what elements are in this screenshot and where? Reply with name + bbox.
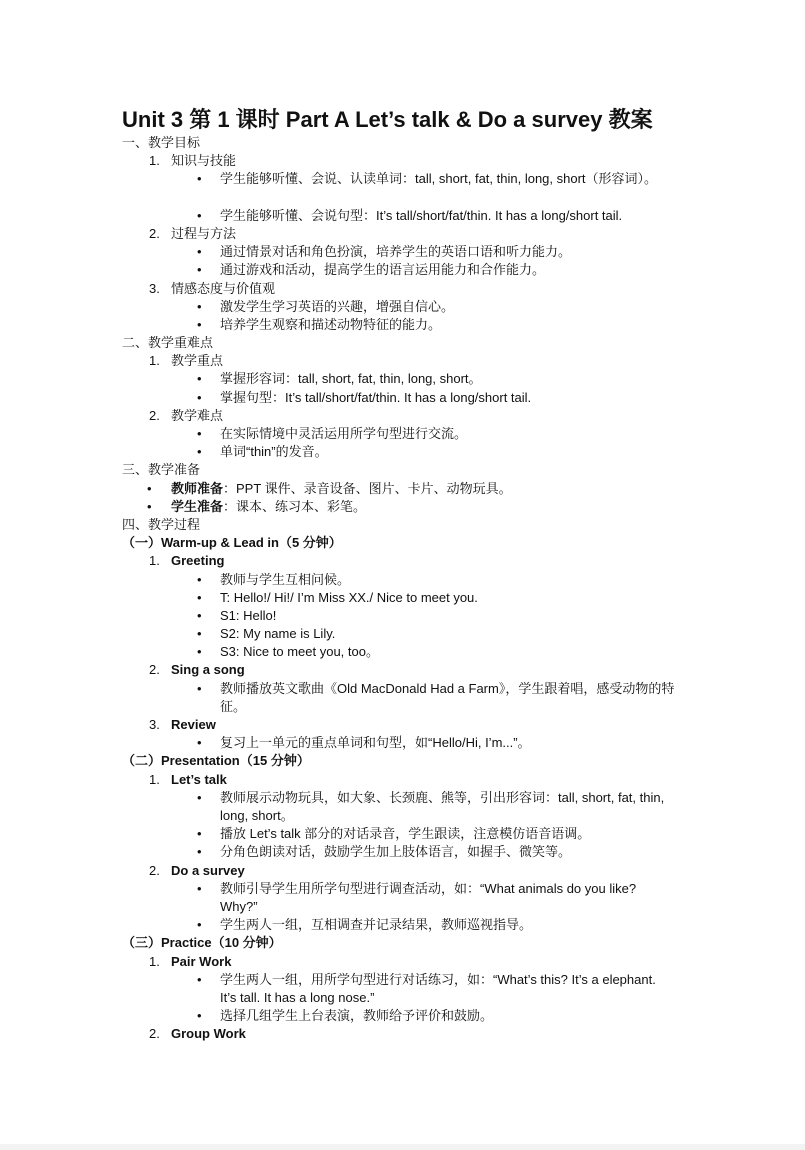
bullet-text: 复习上一单元的重点单词和句型，如“Hello/Hi, I’m...”。 [220, 735, 531, 751]
phase-heading: （三）Practice（10 分钟） [122, 935, 282, 951]
bullet-icon: • [197, 571, 202, 587]
bullet-icon: • [197, 262, 202, 278]
prep-text: ：课本、练习本、彩笔。 [223, 498, 367, 514]
item-number: 1. [149, 353, 160, 369]
section-heading: 二、教学重难点 [122, 335, 214, 351]
list-item [0, 789, 805, 825]
bullet-icon: • [197, 171, 202, 187]
list-item [0, 316, 805, 334]
section-heading: 四、教学过程 [122, 516, 201, 532]
bullet-text: S1: Hello! [220, 607, 277, 623]
list-item [0, 571, 805, 589]
bullet-icon: • [197, 298, 202, 314]
item-heading: Greeting [171, 553, 225, 569]
list-item [0, 953, 805, 971]
list-item [0, 771, 805, 789]
item-heading: 教学难点 [171, 407, 224, 423]
list-item [0, 443, 805, 461]
item-number: 2. [149, 862, 160, 878]
list-item [0, 352, 805, 370]
item-number: 1. [149, 953, 160, 969]
bullet-icon: • [197, 880, 202, 896]
item-number: 2. [149, 1026, 160, 1042]
bullet-icon: • [197, 444, 202, 460]
bullet-icon: • [197, 826, 202, 842]
bullet-icon: • [147, 480, 152, 496]
list-item [0, 589, 805, 607]
list-item [0, 425, 805, 443]
bullet-icon: • [197, 971, 202, 987]
list-item [0, 1025, 805, 1043]
bullet-icon: • [197, 316, 202, 332]
bullet-text: 通过游戏和活动，提高学生的语言运用能力和合作能力。 [220, 262, 546, 278]
item-heading: Pair Work [171, 953, 232, 969]
bullet-text: S2: My name is Lily. [220, 626, 336, 642]
item-number: 3. [149, 717, 160, 733]
prep-label: 学生准备 [171, 498, 224, 514]
bullet-text: 选择几组学生上台表演，教师给予评价和鼓励。 [220, 1008, 494, 1024]
list-item [0, 734, 805, 752]
bullet-icon: • [197, 917, 202, 933]
bullet-text: S3: Nice to meet you, too。 [220, 644, 379, 660]
bullet-icon: • [197, 680, 202, 696]
bullet-text: 学生能够听懂、会说、认读单词：tall, short, fat, thin, long, short（形容词）。 [220, 171, 658, 187]
item-heading: Review [171, 717, 216, 733]
prep-label: 教师准备 [171, 480, 224, 496]
bullet-text: 掌握形容词：tall, short, fat, thin, long, short。 [220, 371, 482, 387]
item-heading: 情感态度与价值观 [171, 280, 276, 296]
list-item [0, 843, 805, 861]
bullet-icon: • [197, 426, 202, 442]
list-item [0, 170, 805, 206]
item-heading: Group Work [171, 1026, 246, 1042]
list-item [0, 261, 805, 279]
list-item [0, 916, 805, 934]
list-item [0, 680, 805, 716]
list-item [0, 280, 805, 298]
list-item [0, 862, 805, 880]
list-item [0, 298, 805, 316]
bullet-icon: • [197, 626, 202, 642]
bullet-text: T: Hello!/ Hi!/ I’m Miss XX./ Nice to meet you. [220, 589, 478, 605]
bullet-text: 培养学生观察和描述动物特征的能力。 [220, 316, 442, 332]
bullet-text: 播放 Let’s talk 部分的对话录音，学生跟读，注意模仿语音语调。 [220, 826, 591, 842]
list-item [0, 971, 805, 1007]
list-item [0, 1007, 805, 1025]
item-number: 2. [149, 662, 160, 678]
bullet-icon: • [197, 244, 202, 260]
bullet-text: 教师与学生互相问候。 [220, 571, 351, 587]
bullet-icon: • [197, 789, 202, 805]
bullet-icon: • [197, 1008, 202, 1024]
list-item [0, 498, 805, 516]
bullet-text: 教师引导学生用所学句型进行调查活动，如：“What animals do you like? Why?” [220, 880, 637, 914]
bullet-text: 教师播放英文歌曲《Old MacDonald Had a Farm》，学生跟着唱，感受动物的特征。 [220, 680, 675, 714]
list-item [0, 607, 805, 625]
item-heading: Sing a song [171, 662, 245, 678]
bullet-icon: • [197, 371, 202, 387]
list-item [0, 643, 805, 661]
list-item [0, 243, 805, 261]
bullet-text: 掌握句型：It’s tall/short/fat/thin. It has a long/short tail. [220, 389, 532, 405]
item-number: 1. [149, 153, 160, 169]
item-heading: 过程与方法 [171, 225, 237, 241]
bullet-text: 在实际情境中灵活运用所学句型进行交流。 [220, 426, 468, 442]
item-number: 1. [149, 771, 160, 787]
list-item [0, 407, 805, 425]
bullet-icon: • [197, 607, 202, 623]
item-number: 3. [149, 280, 160, 296]
bullet-text: 学生两人一组，互相调查并记录结果，教师巡视指导。 [220, 917, 533, 933]
list-item [0, 625, 805, 643]
item-heading: Let’s talk [171, 771, 227, 787]
list-item [0, 370, 805, 388]
bullet-icon: • [197, 844, 202, 860]
bullet-text: 学生两人一组，用所学句型进行对话练习，如：“What’s this? It’s a elephant. It’s tall. It has a long nose.” [220, 971, 656, 1005]
list-item [0, 825, 805, 843]
list-item [0, 389, 805, 407]
list-item [0, 716, 805, 734]
bullet-text: 单词“thin”的发音。 [220, 444, 328, 460]
list-item [0, 880, 805, 916]
phase-heading: （一）Warm-up & Lead in（5 分钟） [122, 535, 342, 551]
prep-text: ：PPT 课件、录音设备、图片、卡片、动物玩具。 [223, 480, 512, 496]
item-number: 2. [149, 225, 160, 241]
document-title: Unit 3 第 1 课时 Part A Let’s talk & Do a survey 教案 [122, 107, 653, 132]
item-heading: Do a survey [171, 862, 245, 878]
bullet-text: 激发学生学习英语的兴趣，增强自信心。 [220, 298, 455, 314]
item-number: 1. [149, 553, 160, 569]
bullet-text: 分角色朗读对话，鼓励学生加上肢体语言，如握手、微笑等。 [220, 844, 572, 860]
list-item [0, 207, 805, 225]
bullet-icon: • [147, 498, 152, 514]
bullet-text: 通过情景对话和角色扮演，培养学生的英语口语和听力能力。 [220, 244, 572, 260]
bullet-icon: • [197, 207, 202, 223]
list-item [0, 661, 805, 679]
bullet-icon: • [197, 589, 202, 605]
list-item [0, 480, 805, 498]
phase-heading: （二）Presentation（15 分钟） [122, 753, 310, 769]
item-heading: 知识与技能 [171, 153, 237, 169]
item-number: 2. [149, 407, 160, 423]
bullet-icon: • [197, 644, 202, 660]
list-item [0, 552, 805, 570]
bullet-text: 教师展示动物玩具，如大象、长颈鹿、熊等，引出形容词：tall, short, fat, thin, long, short。 [220, 789, 665, 823]
section-heading: 一、教学目标 [122, 135, 201, 150]
bullet-icon: • [197, 735, 202, 751]
bullet-text: 学生能够听懂、会说句型：It’s tall/short/fat/thin. It has a long/short tail. [220, 207, 623, 223]
bullet-icon: • [197, 389, 202, 405]
item-heading: 教学重点 [171, 353, 224, 369]
section-heading: 三、教学准备 [122, 462, 201, 478]
list-item [0, 225, 805, 243]
list-item [0, 152, 805, 170]
document-body [0, 134, 805, 1043]
